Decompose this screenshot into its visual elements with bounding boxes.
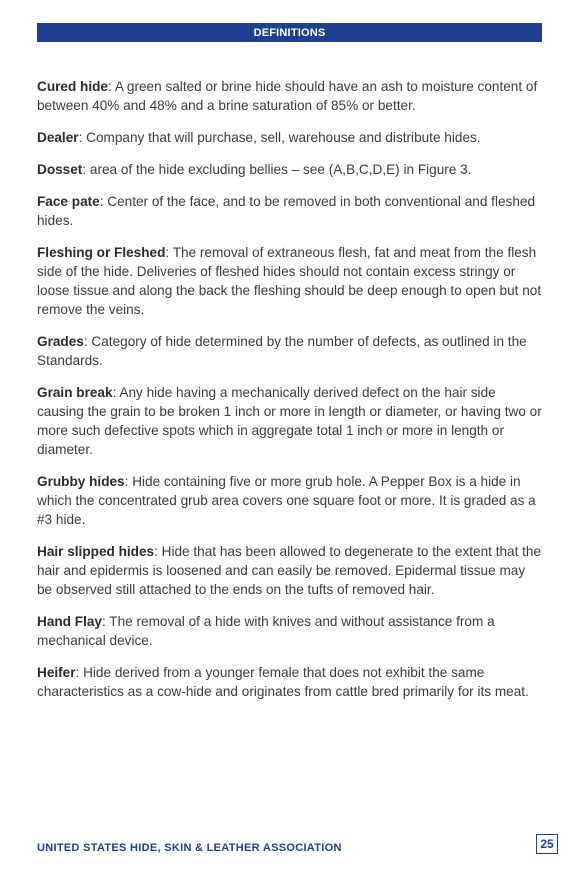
definition-term: Face pate — [37, 194, 100, 209]
footer-organization: UNITED STATES HIDE, SKIN & LEATHER ASSOCIATION — [37, 842, 342, 854]
definition-term: Fleshing or Fleshed — [37, 245, 166, 260]
definition-text: Hide that has been allowed to degenerate to the extent that the hair and epidermis is loosened and can easily be removed. Epidermal tissue may be observed still attached to the ends on the tufts of removed hair. — [37, 544, 542, 597]
definition-item: Grades: Category of hide determined by the number of defects, as outlined in the Standards. — [37, 334, 527, 368]
definition-text: Hide derived from a younger female that does not exhibit the same characteristics as a cow-hide and originates from cattle bred primarily for its meat. — [37, 665, 529, 699]
definition-text: Hide containing five or more grub hole. A Pepper Box is a hide in which the concentrated grub area covers one square foot or more. It is graded as a #3 hide. — [37, 474, 536, 527]
definition-text: Any hide having a mechanically derived defect on the hair side causing the grain to be broken 1 inch or more in length or diameter, or having two or more such defective spots which in aggregate total 1 inch or more in length or diameter. — [37, 385, 542, 457]
definition-text: Category of hide determined by the number of defects, as outlined in the Standards. — [37, 334, 527, 368]
definition-term: Dosset — [37, 162, 83, 177]
page-number: 25 — [540, 837, 554, 851]
definition-item: Dosset: area of the hide excluding bellies – see (A,B,C,D,E) in Figure 3. — [37, 162, 472, 177]
definition-term: Grubby hides — [37, 474, 125, 489]
section-header-bar — [37, 23, 542, 42]
definition-item: Fleshing or Fleshed: The removal of extraneous flesh, fat and meat from the flesh side of the hide. Deliveries of fleshed hides should not contain excess stringy or loose tissue and along the back the fleshing should be deep enough to open but not remove the veins. — [37, 245, 542, 317]
definition-term: Grades — [37, 334, 84, 349]
definition-term: Grain break — [37, 385, 113, 400]
definitions-list — [37, 77, 542, 714]
definition-text: The removal of a hide with knives and without assistance from a mechanical device. — [37, 614, 495, 648]
definition-item: Grubby hides: Hide containing five or more grub hole. A Pepper Box is a hide in which the concentrated grub area covers one square foot or more. It is graded as a #3 hide. — [37, 474, 536, 527]
section-title: DEFINITIONS — [253, 26, 326, 39]
page-number-box — [536, 834, 558, 854]
definition-term: Dealer — [37, 130, 79, 145]
definition-item: Hair slipped hides: Hide that has been allowed to degenerate to the extent that the hair and epidermis is loosened and can easily be removed. Epidermal tissue may be observed still attached to the ends on the tufts of removed hair. — [37, 544, 542, 597]
definition-term: Hair slipped hides — [37, 544, 155, 559]
definition-text: Company that will purchase, sell, warehouse and distribute hides. — [86, 130, 481, 145]
definition-term: Heifer — [37, 665, 76, 680]
definition-text: Center of the face, and to be removed in both conventional and fleshed hides. — [37, 194, 536, 228]
definition-text: area of the hide excluding bellies – see (A,B,C,D,E) in Figure 3. — [89, 162, 472, 177]
definition-text: A green salted or brine hide should have an ash to moisture content of between 40% and 48% and a brine saturation of 85% or better. — [37, 79, 538, 113]
definition-item: Heifer: Hide derived from a younger female that does not exhibit the same characteristics as a cow-hide and originates from cattle bred primarily for its meat. — [37, 665, 529, 699]
definition-term: Cured hide — [37, 79, 108, 94]
definition-item: Hand Flay: The removal of a hide with knives and without assistance from a mechanical device. — [37, 614, 495, 648]
definition-text: The removal of extraneous flesh, fat and meat from the flesh side of the hide. Deliveries of fleshed hides should not contain excess stringy or loose tissue and along the back the fleshing should be deep enough to open but not remove the veins. — [37, 245, 542, 317]
definition-item: Grain break: Any hide having a mechanically derived defect on the hair side causing the grain to be broken 1 inch or more in length or diameter, or having two or more such defective spots which in aggregate total 1 inch or more in length or diameter. — [37, 385, 542, 457]
definition-item: Dealer: Company that will purchase, sell, warehouse and distribute hides. — [37, 130, 481, 145]
definition-item: Face pate: Center of the face, and to be removed in both conventional and fleshed hides. — [37, 194, 536, 228]
definition-item: Cured hide: A green salted or brine hide should have an ash to moisture content of between 40% and 48% and a brine saturation of 85% or better. — [37, 79, 538, 113]
definition-term: Hand Flay — [37, 614, 102, 629]
